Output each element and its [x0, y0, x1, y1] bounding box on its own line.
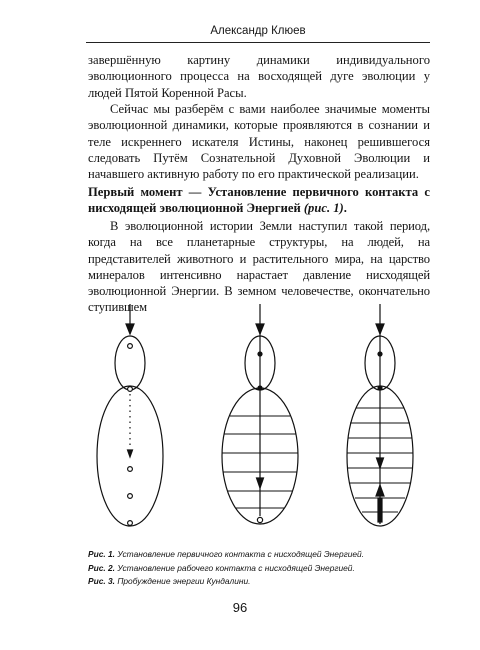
figure-1	[97, 304, 163, 526]
paragraph-continued: завершённую картину динамики индивидуального эволюционного процесса на восходящей дуге эволюции у людей Пятой Коренной Расы.	[88, 53, 430, 100]
caption-line	[88, 548, 428, 562]
middle-node	[128, 387, 133, 392]
section-heading-text: Первый момент — Установление первичного контакта с нисходящей эволюционной Энергией	[88, 185, 430, 216]
caption-text: Пробуждение энергии Кундалини.	[117, 576, 251, 587]
middle-node	[378, 386, 382, 390]
figures-illustration	[80, 302, 440, 534]
figure-reference: (рис. 1)	[303, 201, 344, 216]
middle-node	[258, 386, 262, 390]
figure-3	[347, 304, 413, 526]
paragraph-body: В эволюционной истории Земли наступил такой период, когда на все планетарные структуры, на людей, на представителей животного и растительного мира, на царство минералов интенсивно нарастает давление нисходящей эволюционной Энергии. В земном человечестве, окончательно ступившем	[88, 219, 430, 315]
caption-number: Рис. 2.	[88, 562, 115, 573]
figure-2	[222, 304, 298, 524]
section-heading	[88, 184, 430, 217]
downward-arrow	[377, 458, 384, 468]
figure-captions	[88, 548, 428, 589]
upper-node	[128, 344, 133, 349]
caption-line	[88, 575, 428, 589]
caption-text: Установление рабочего контакта с нисходящей Энергией.	[117, 562, 355, 573]
upper-node	[378, 352, 382, 356]
page-number: 96	[232, 600, 248, 615]
paragraph-intro: Сейчас мы разберём с вами наиболее значимые моменты эволюционной динамики, которые проявляются в сознании и теле искреннего искателя Истины, наконец решившегося следовать Путём Сознательной Духовной Эволюции и начавшего активную работу по его практической реализации.	[88, 102, 430, 182]
bottom-node	[257, 517, 262, 522]
energy-arrow-head	[126, 324, 134, 334]
upper-node	[258, 352, 262, 356]
caption-text: Установление первичного контакта с нисходящей Энергией.	[117, 549, 365, 559]
base-block	[378, 498, 382, 522]
caption-number: Рис. 3.	[88, 576, 115, 587]
caption-line	[88, 562, 428, 576]
upward-arrow-kundalini	[376, 485, 384, 496]
bottom-node	[128, 521, 133, 526]
header-author: Александр Клюев	[210, 25, 306, 37]
heading-period: .	[343, 201, 347, 216]
lower-node	[128, 467, 133, 472]
lower-node	[128, 494, 133, 499]
running-header	[86, 24, 430, 43]
caption-number: Рис. 1.	[88, 549, 115, 559]
small-downward-arrow	[128, 450, 133, 457]
downward-arrow	[257, 478, 264, 488]
